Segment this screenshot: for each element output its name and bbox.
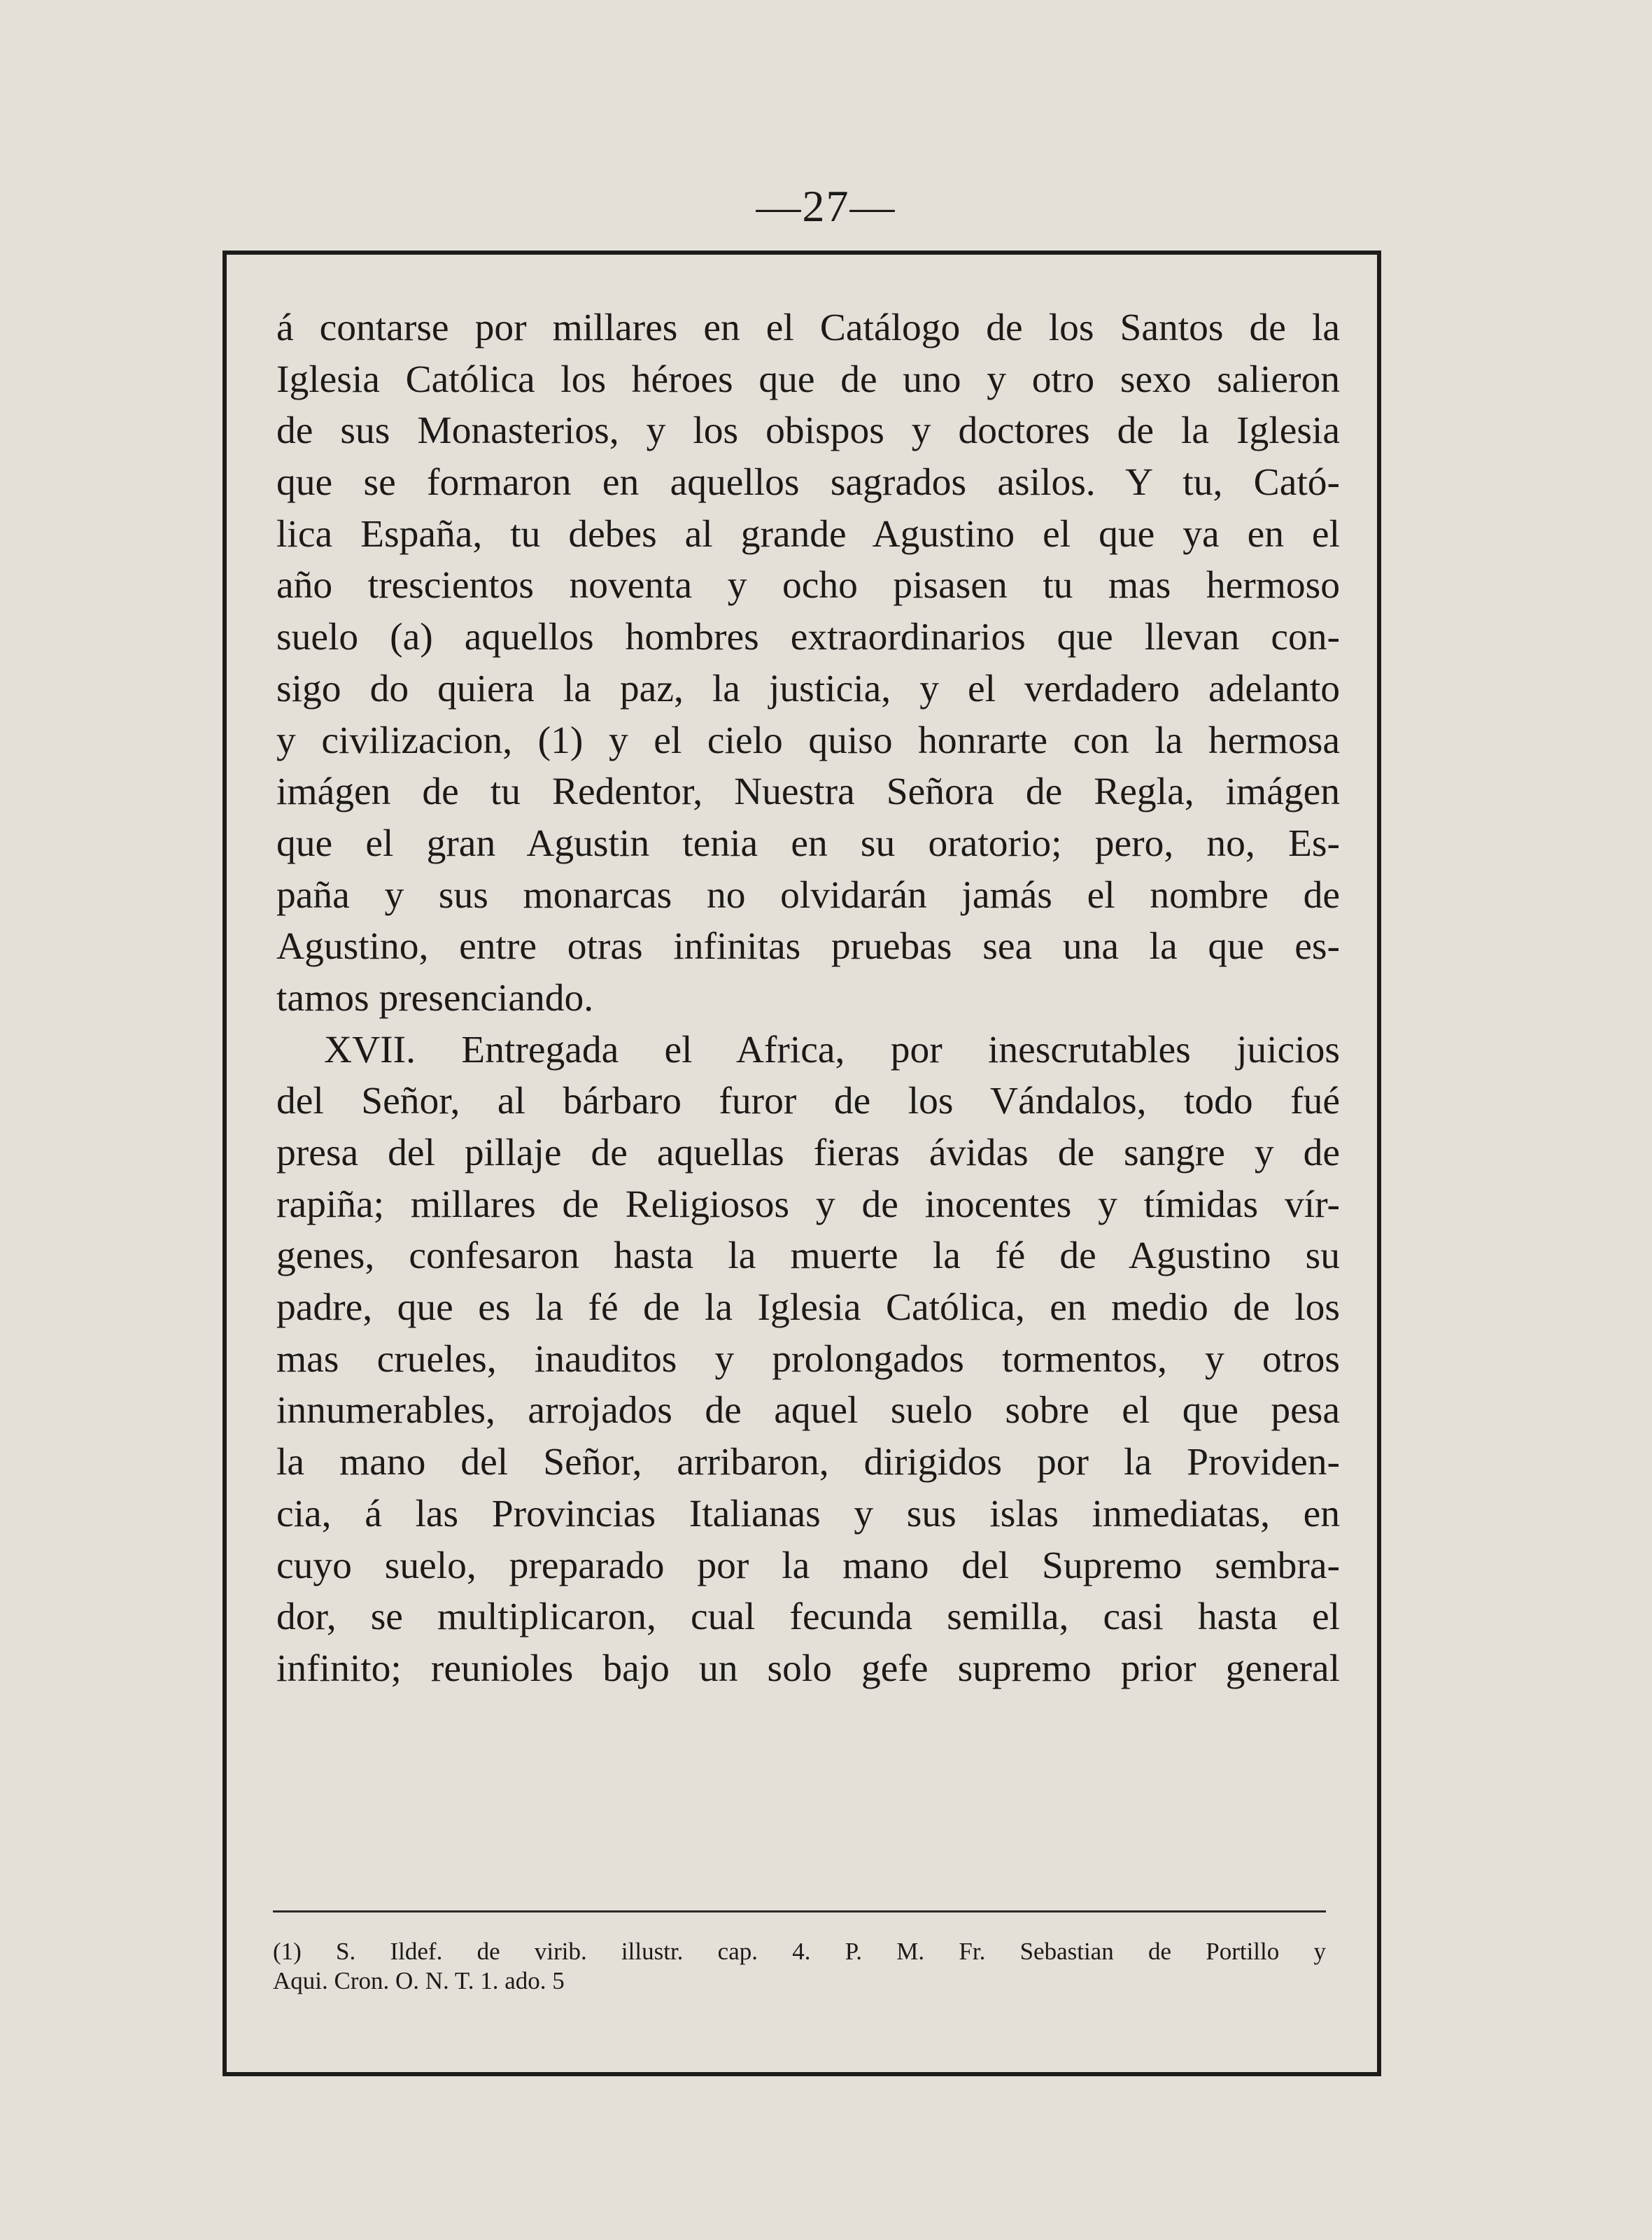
text-line: imágen de tu Redentor, Nuestra Señora de Regla, imágen — [276, 770, 1340, 814]
text-line: cuyo suelo, preparado por la mano del Supremo sembra- — [276, 1544, 1340, 1587]
text-line: rapiña; millares de Religiosos y de inocentes y tímidas vír- — [276, 1183, 1340, 1226]
footnote — [273, 1937, 1326, 1996]
section-xvii-first-line: XVII. Entregada el Africa, por inescrutables juicios — [324, 1028, 1340, 1071]
text-line: que el gran Agustin tenia en su oratorio; pero, no, Es- — [276, 822, 1340, 865]
body-text — [276, 302, 1340, 1695]
text-line: Iglesia Católica los héroes que de uno y otro sexo salieron — [276, 358, 1340, 401]
text-line: y civilizacion, (1) y el cielo quiso honrarte con la hermosa — [276, 719, 1340, 762]
text-line: genes, confesaron hasta la muerte la fé de Agustino su — [276, 1234, 1340, 1278]
text-line: tamos presenciando. — [276, 976, 594, 1020]
text-line: infinito; reunioles bajo un solo gefe supremo prior general — [276, 1647, 1340, 1690]
text-line: lica España, tu debes al grande Agustino el que ya en el — [276, 512, 1340, 556]
text-line: sigo do quiera la paz, la justicia, y el verdadero adelanto — [276, 667, 1340, 710]
text-line: dor, se multiplicaron, cual fecunda semilla, casi hasta el — [276, 1596, 1340, 1639]
text-line: Agustino, entre otras infinitas pruebas sea una la que es- — [276, 925, 1340, 968]
text-line: presa del pillaje de aquellas fieras ávidas de sangre y de — [276, 1132, 1340, 1174]
text-line: paña y sus monarcas no olvidarán jamás el nombre de — [276, 873, 1340, 917]
text-line: innumerables, arrojados de aquel suelo sobre el que pesa — [276, 1389, 1340, 1432]
text-line: que se formaron en aquellos sagrados asilos. Y tu, Cató- — [276, 461, 1340, 505]
text-line: la mano del Señor, arribaron, dirigidos por la Providen- — [276, 1441, 1340, 1484]
footnote-line: (1) S. Ildef. de virib. illustr. cap. 4. P. M. Fr. Sebastian de Portillo y — [273, 1938, 1326, 1965]
text-line: de sus Monasterios, y los obispos y doctores de la Iglesia — [276, 409, 1340, 453]
text-line: mas crueles, inauditos y prolongados tormentos, y otros — [276, 1337, 1340, 1381]
footnote-line: Aqui. Cron. O. N. T. 1. ado. 5 — [273, 1967, 565, 1994]
footnote-rule — [273, 1910, 1326, 1913]
text-line: año trescientos noventa y ocho pisasen tu mas hermoso — [276, 564, 1340, 607]
text-line: á contarse por millares en el Catálogo de los Santos de la — [276, 307, 1340, 349]
text-line: del Señor, al bárbaro furor de los Vándalos, todo fué — [276, 1080, 1340, 1123]
text-line: padre, que es la fé de la Iglesia Católica, en medio de los — [276, 1286, 1340, 1330]
text-line: cia, á las Provincias Italianas y sus islas inmediatas, en — [276, 1492, 1340, 1535]
text-line: suelo (a) aquellos hombres extraordinarios que llevan con- — [276, 616, 1340, 659]
page-number: —27— — [756, 181, 896, 231]
